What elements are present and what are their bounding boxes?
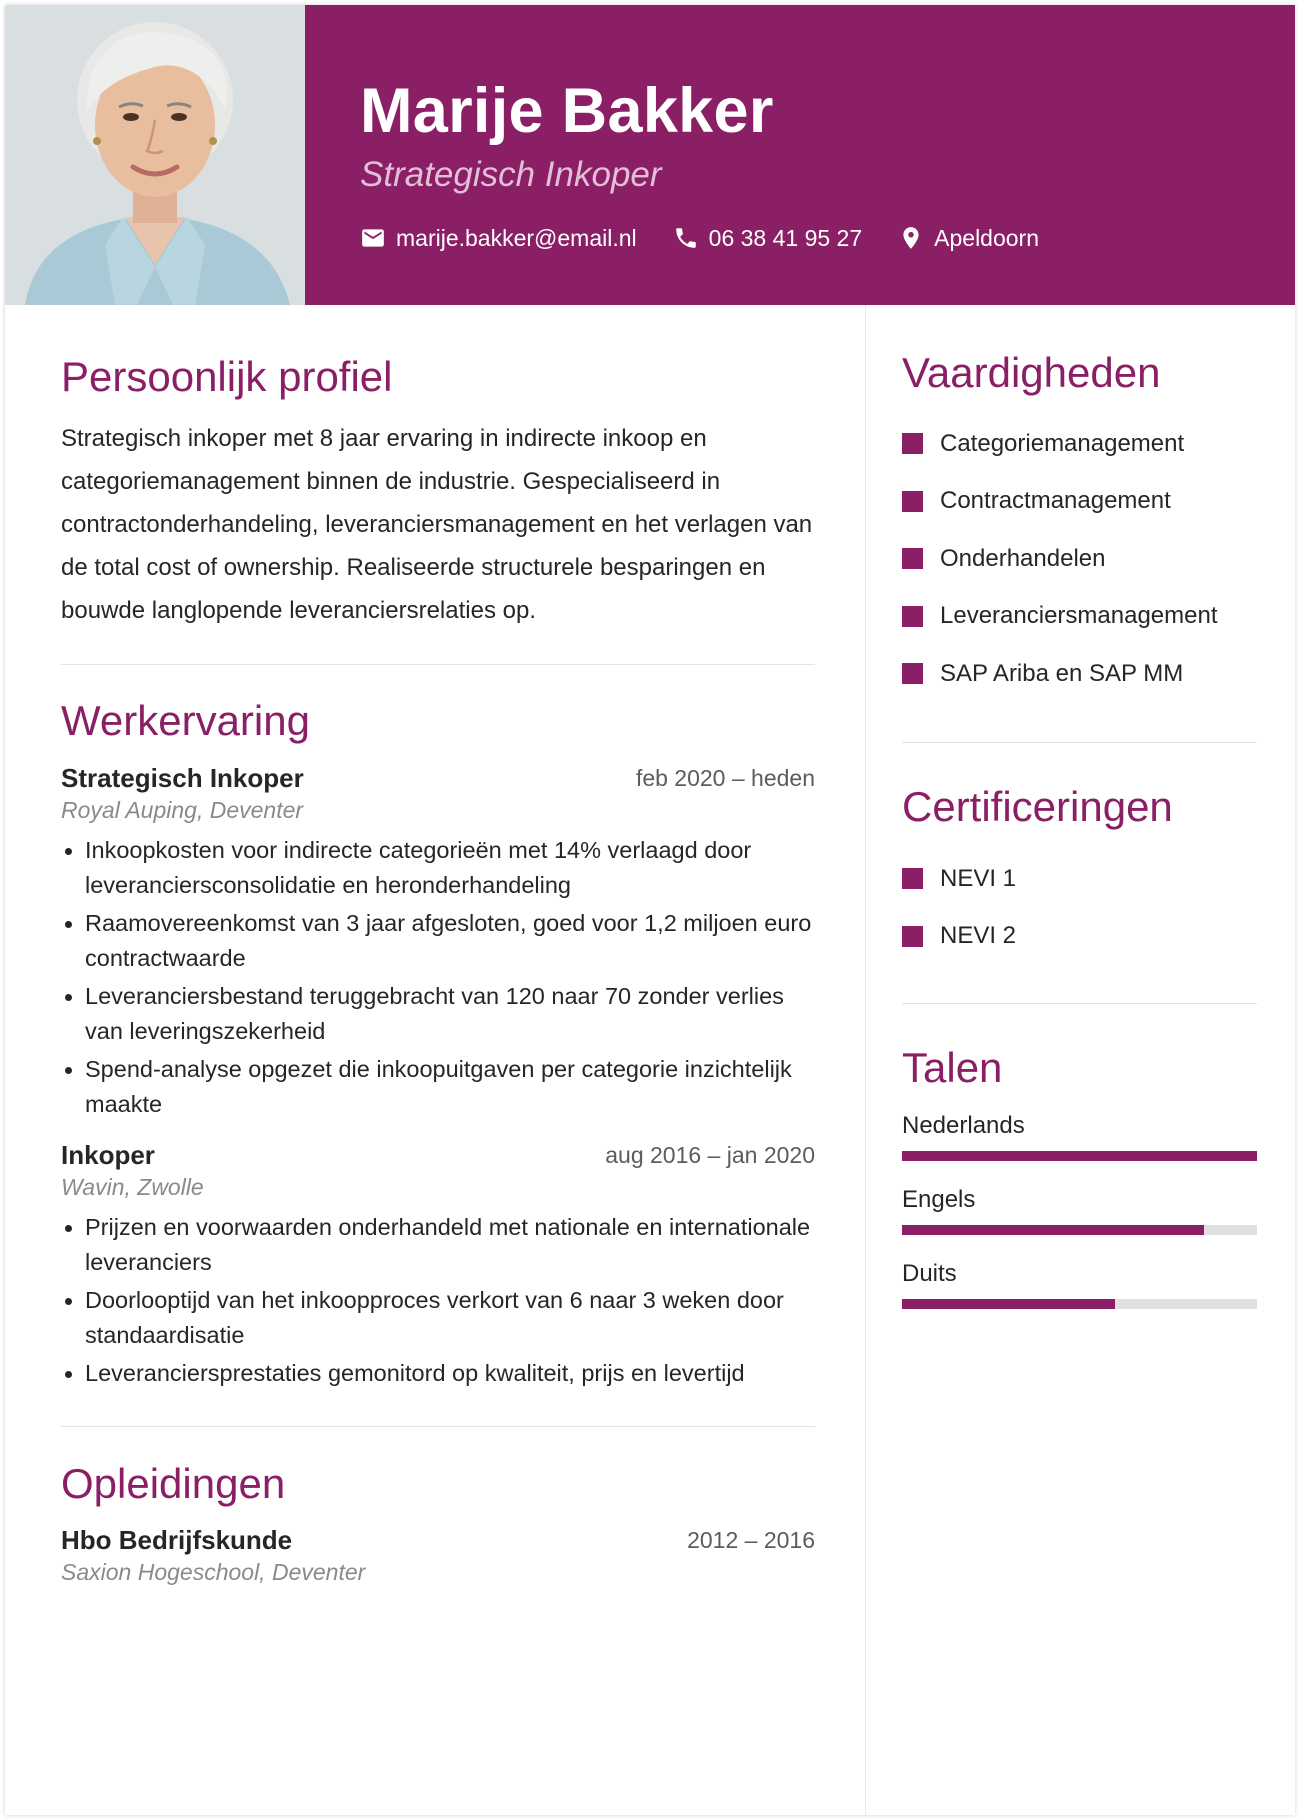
job-bullet: Inkoopkosten voor indirecte categorieën met 14% verlaagd door leveranciersconsolidatie en heronderhandeling	[61, 833, 815, 903]
job-bullets	[61, 1210, 815, 1391]
certifications-list	[902, 850, 1016, 965]
square-bullet-icon	[902, 606, 923, 627]
candidate-name: Marije Bakker	[360, 76, 774, 146]
skill-item: Categoriemanagement	[902, 415, 1218, 473]
job-bullet: Leveranciersbestand teruggebracht van 120 naar 70 zonder verlies van leveringszekerheid	[61, 979, 815, 1049]
certification-item: NEVI 1	[902, 850, 1016, 908]
language-item	[902, 1260, 1257, 1309]
square-bullet-icon	[902, 926, 923, 947]
map-pin-icon	[898, 225, 924, 251]
envelope-icon	[360, 225, 386, 251]
language-level-bar	[902, 1299, 1257, 1309]
job-company: Royal Auping, Deventer	[61, 797, 304, 823]
language-item	[902, 1112, 1257, 1161]
experience-heading: Werkervaring	[61, 697, 310, 744]
education-entry	[61, 1525, 815, 1591]
job-bullet: Spend-analyse opgezet die inkoopuitgaven per categorie inzichtelijk maakte	[61, 1052, 815, 1122]
email-text: marije.bakker@email.nl	[396, 224, 637, 251]
square-bullet-icon	[902, 663, 923, 684]
contact-phone[interactable]	[673, 225, 862, 252]
skills-list	[902, 415, 1218, 703]
skills-heading: Vaardigheden	[902, 349, 1161, 396]
job-bullet: Prijzen en voorwaarden onderhandeld met nationale en internationale leveranciers	[61, 1210, 815, 1280]
job-dates: feb 2020 – heden	[635, 765, 815, 791]
contact-location	[898, 225, 1039, 252]
location-text: Apeldoorn	[934, 224, 1039, 251]
language-name: Duits	[902, 1260, 957, 1287]
skill-item: Onderhandelen	[902, 530, 1218, 588]
job-bullets	[61, 833, 815, 1122]
profile-heading: Persoonlijk profiel	[61, 353, 393, 400]
education-heading: Opleidingen	[61, 1460, 286, 1507]
contact-row	[360, 223, 1075, 253]
profile-photo	[5, 5, 305, 305]
skill-item: Leveranciersmanagement	[902, 588, 1218, 646]
language-level-bar	[902, 1151, 1257, 1161]
section-divider	[61, 664, 815, 665]
languages-heading: Talen	[902, 1044, 1003, 1091]
resume-header	[5, 5, 1295, 305]
education-school: Saxion Hogeschool, Deventer	[61, 1559, 366, 1585]
language-level-fill	[902, 1225, 1204, 1235]
language-level-fill	[902, 1151, 1257, 1161]
job-company: Wavin, Zwolle	[61, 1174, 204, 1200]
resume-page	[5, 5, 1295, 1815]
contact-email[interactable]	[360, 225, 637, 252]
sidebar-divider	[865, 305, 866, 1815]
portrait-illustration	[5, 5, 305, 305]
square-bullet-icon	[902, 548, 923, 569]
square-bullet-icon	[902, 491, 923, 512]
square-bullet-icon	[902, 433, 923, 454]
phone-text: 06 38 41 95 27	[708, 224, 863, 251]
job-bullet: Raamovereenkomst van 3 jaar afgesloten, goed voor 1,2 miljoen euro contractwaarde	[61, 906, 815, 976]
section-divider	[902, 1003, 1257, 1004]
language-level-bar	[902, 1225, 1257, 1235]
section-divider	[902, 742, 1257, 743]
job-bullet: Doorlooptijd van het inkoopproces verkort van 6 naar 3 weken door standaardisatie	[61, 1283, 815, 1353]
language-item	[902, 1186, 1257, 1235]
certifications-heading: Certificeringen	[902, 783, 1173, 830]
job-bullet: Leveranciersprestaties gemonitord op kwaliteit, prijs en levertijd	[61, 1356, 815, 1391]
education-dates: 2012 – 2016	[687, 1527, 815, 1553]
section-divider	[61, 1426, 815, 1427]
profile-text: Strategisch inkoper met 8 jaar ervaring in indirecte inkoop en categoriemanagement binnen de industrie. Gespecialiseerd in contractonderhandeling, leveranciersmanagement en het verlagen van de total cost of ownership. Realiseerde structurele besparingen en bouwde langlopende leveranciersrelaties op.	[61, 425, 813, 624]
language-name: Engels	[902, 1186, 976, 1213]
certification-item: NEVI 2	[902, 908, 1016, 966]
job-entry	[61, 1140, 815, 1394]
job-entry	[61, 763, 815, 1125]
phone-icon	[673, 225, 699, 251]
job-dates: aug 2016 – jan 2020	[605, 1142, 815, 1168]
education-degree: Hbo Bedrijfskunde	[61, 1525, 293, 1555]
square-bullet-icon	[902, 868, 923, 889]
language-level-fill	[902, 1299, 1115, 1309]
job-role: Strategisch Inkoper	[61, 763, 304, 793]
candidate-title: Strategisch Inkoper	[360, 155, 662, 194]
job-role: Inkoper	[61, 1140, 155, 1170]
language-name: Nederlands	[902, 1112, 1025, 1139]
skill-item: Contractmanagement	[902, 473, 1218, 531]
skill-item: SAP Ariba en SAP MM	[902, 645, 1218, 703]
